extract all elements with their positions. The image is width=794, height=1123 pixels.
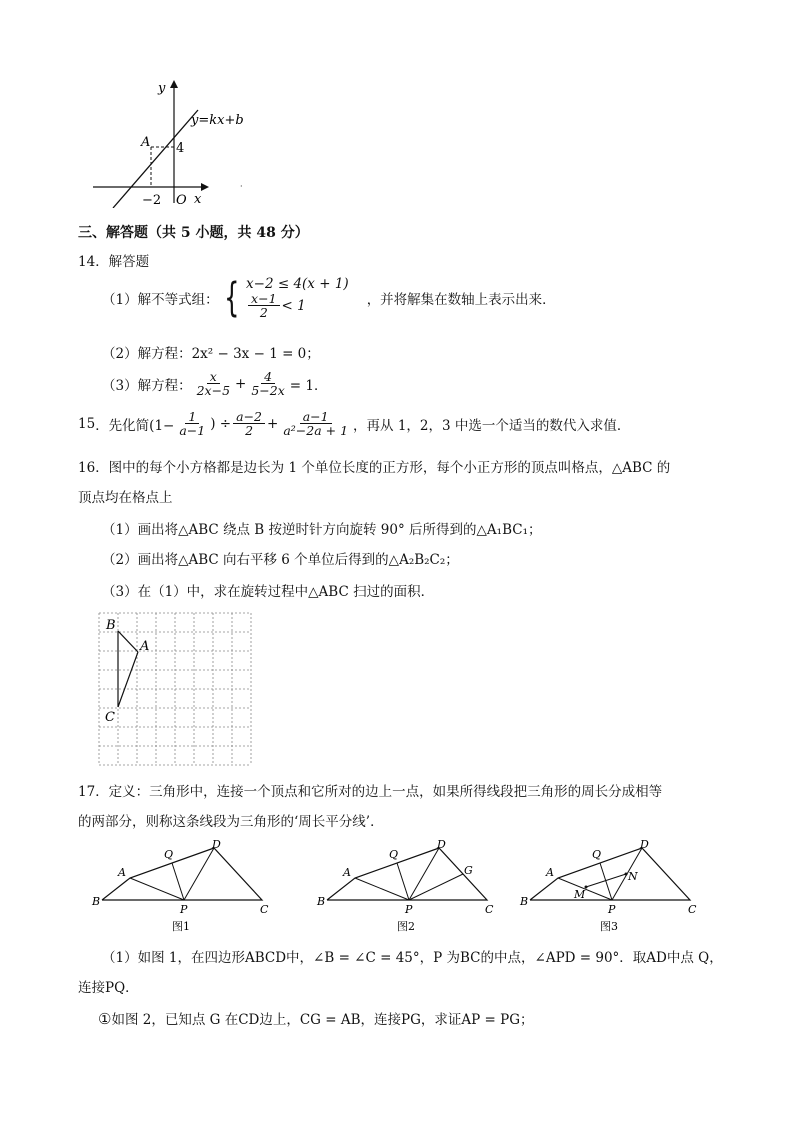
svg-text:M: M [574,888,586,901]
svg-text:N: N [628,870,638,883]
fraction-1: $\frac{x}{2x-5}$ [196,369,231,399]
fig1-caption: 图1 [172,920,190,933]
q14-part1 [102,276,556,319]
q17-part1-line2: 连接PQ． [78,980,139,996]
svg-text:G: G [464,864,473,877]
q14-title [78,250,149,270]
fraction-2: $\frac{4}{5-2x}$ [251,369,285,399]
y-axis-arrow [170,80,178,88]
q16-part2: （2）画出将△ABC 向右平移 6 个单位后得到的△A₂B₂C₂； [102,552,459,568]
fig2-caption: 图2 [397,920,415,933]
fig3-caption: 图3 [600,920,618,933]
line-label: y=kx+b [191,113,244,128]
inequality-2: $\frac{x-1}{2}$ < 1 [246,292,349,319]
brace: { [223,274,239,321]
svg-text:C: C [260,903,269,916]
q14-title-text: ．解答题 [95,254,150,270]
svg-text:P: P [180,903,188,916]
figure-1 [91,838,269,933]
q15-fraction-3: $\frac{a-1}{\text{a²−2a + 1}}$ [283,409,349,439]
q14-part3: （3）解方程： $\frac{x}{2x-5}$ + $\frac{4}{5-2x}$ = 1． [102,369,328,399]
triangle-side-ac [118,652,138,707]
svg-text:B: B [520,895,529,908]
grid-figure [98,612,252,768]
x-value-label: −2 [142,193,162,208]
svg-text:Q: Q [164,848,174,861]
dot-mark: · [240,182,243,191]
q17-figures [90,838,710,938]
svg-text:Q: Q [592,848,602,861]
q14-number: 14 [78,254,96,270]
svg-text:A: A [343,866,351,879]
grid-label-c: C [105,710,115,725]
svg-text:P: P [405,903,413,916]
q15: 15 ．先化简(1− $\frac{1}{a-1}$ ) ÷ $\frac{a-2}{2}$ + $\frac{a-1}{\text{a²−2a + 1}}$ ，再从 1，2，3 中选一个适当的数代入求值． [78,409,631,439]
x-axis-label: x [194,192,202,207]
q16-line1: 16．图中的每个小方格都是边长为 1 个单位长度的正方形，每个小正方形的顶点叫格点，△ABC 的 [78,460,671,476]
svg-text:B: B [92,895,101,908]
q17-sub1: ①如图 2，已知点 G 在CD边上，CG = AB，连接PG，求证AP = PG； [98,1010,534,1028]
inequality-1: x−2 ≤ 4(x + 1) [246,276,349,292]
q15-fraction-1: $\frac{1}{a-1}$ [179,409,206,439]
q16-part1: （1）画出将△ABC 绕点 B 按逆时针方向旋转 90° 后所得到的△A₁BC₁； [102,522,542,538]
section-heading: 三、解答题（共 5 小题，共 48 分） [78,225,309,241]
triangle-side-ba [118,631,138,652]
svg-text:D: D [437,838,446,851]
grid-label-a: A [140,639,150,654]
svg-text:D: D [212,838,221,851]
q15-fraction-2: $\frac{a-2}{2}$ [233,410,265,437]
svg-text:C: C [485,903,494,916]
q17-part1-line1: （1）如图 1，在四边形ABCD中，∠B = ∠C = 45°，P 为BC的中点，∠APD = 90°．取AD中点 Q， [102,950,723,966]
q17-line2: 的两部分，则称这条线段为三角形的‘周长平分线’． [78,814,384,830]
origin-label: O [176,193,187,208]
point-a-label: A [141,135,151,150]
inequality-system [246,276,349,319]
svg-text:A: A [118,866,126,879]
fig1-quadrilateral [102,848,262,900]
figure-2 [316,838,494,933]
svg-text:B: B [317,895,326,908]
q17-line1: 17．定义：三角形中，连接一个顶点和它所对的边上一点，如果所得线段把三角形的周长分成相等 [78,784,663,800]
linear-function-graph [88,78,248,208]
y-axis-label: y [158,81,166,96]
svg-text:Q: Q [389,848,399,861]
y-value-label: 4 [176,141,185,156]
figure-3 [519,838,697,933]
q14-part2: （2）解方程：2x² − 3x − 1 = 0； [102,346,320,362]
svg-text:C: C [688,903,697,916]
inequality-2-fraction: $\frac{x-1}{2}$ [248,292,279,319]
q14-part1-prefix: （1）解不等式组： [102,291,219,308]
q16-line2: 顶点均在格点上 [78,490,173,506]
circled-one: ① [98,1010,112,1028]
svg-text:P: P [608,903,616,916]
grid-label-b: B [106,618,116,633]
q16-part3: （3）在（1）中，求在旋转过程中△ABC 扫过的面积． [102,584,435,600]
x-axis-arrow [201,183,209,191]
q14-part1-suffix: ，并将解集在数轴上表示出来． [366,291,556,308]
svg-text:A: A [546,866,554,879]
svg-text:D: D [640,838,649,851]
